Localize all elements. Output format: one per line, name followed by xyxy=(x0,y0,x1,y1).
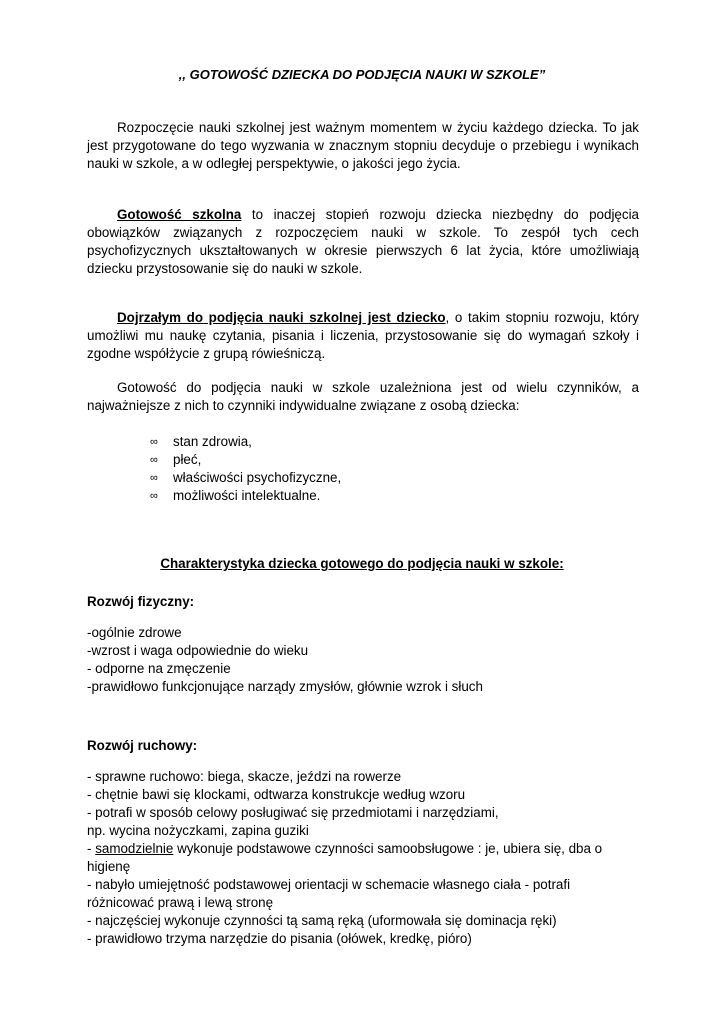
list-item: - nabyło umiejętność podstawowej orientacji w schemacie własnego ciała - potrafi xyxy=(87,877,571,892)
infinity-bullet-icon: ∞ xyxy=(150,454,158,466)
factors-list xyxy=(150,433,341,505)
list-item: ∞ właściwości psychofizyczne, xyxy=(150,470,342,485)
self-care-term: samodzielnie xyxy=(95,841,174,856)
list-item: różnicować prawą i lewą stronę xyxy=(87,895,274,910)
motor-heading: Rozwój ruchowy: xyxy=(87,738,198,753)
factors-intro-text: Gotowość do podjęcia nauki w szkole uzależniona jest od wielu czynników, a najważniejsze z nich to czynniki indywidualne związane z osobą dziecka: xyxy=(87,380,639,413)
document-title: ,, GOTOWOŚĆ DZIECKA DO PODJĘCIA NAUKI W SZKOLE” xyxy=(178,67,546,82)
factors-intro-paragraph xyxy=(87,379,639,415)
list-item: - potrafi w sposób celowy posługiwać się przedmiotami i narzędziami, xyxy=(87,805,499,820)
list-item: higienę xyxy=(87,859,131,874)
list-item: ∞ stan zdrowia, xyxy=(150,434,252,449)
infinity-bullet-icon: ∞ xyxy=(150,472,158,484)
list-item: -prawidłowo funkcjonujące narządy zmysłów, głównie wzrok i słuch xyxy=(87,679,483,694)
list-item: ∞ możliwości intelektualne. xyxy=(150,488,321,503)
definition-text: to inaczej stopień rozwoju dziecka niezbędny do podjęcia obowiązków związanych z rozpoczęciem nauki w szkole. To zespół tych cech psychofizycznych ukształtowanych w okresie pierwszych 6 lat życia, które umożliwiają dziecku przystosowanie się do nauki w szkole. xyxy=(87,207,639,276)
list-item: - odporne na zmęczenie xyxy=(87,661,231,676)
list-item: - samodzielnie wykonuje podstawowe czynności samoobsługowe : je, ubiera się, dba o xyxy=(87,841,603,856)
infinity-bullet-icon: ∞ xyxy=(150,436,158,448)
physical-heading: Rozwój fizyczny: xyxy=(87,594,195,609)
infinity-bullet-icon: ∞ xyxy=(150,490,158,502)
list-item: - najczęściej wykonuje czynności tą samą ręką (uformowała się dominacja ręki) xyxy=(87,913,557,928)
list-item: ∞ płeć, xyxy=(150,452,202,467)
list-item: -ogólnie zdrowe xyxy=(87,625,182,640)
physical-list xyxy=(87,624,647,696)
list-item: np. wycina nożyczkami, zapina guziki xyxy=(87,823,309,838)
intro-text: Rozpoczęcie nauki szkolnej jest ważnym momentem w życiu każdego dziecka. To jak jest przygotowane do tego wyzwania w znacznym stopniu decyduje o przebiegu i wynikach nauki w szkole, a w odległej perspektywie, o jakości jego życia. xyxy=(87,120,639,171)
maturity-paragraph xyxy=(87,309,639,363)
list-item: - sprawne ruchowo: biega, skacze, jeździ na rowerze xyxy=(87,769,402,784)
maturity-term: Dojrzałym do podjęcia nauki szkolnej jest dziecko xyxy=(117,310,446,325)
intro-paragraph xyxy=(87,119,639,173)
motor-list xyxy=(87,768,647,948)
section-title: Charakterystyka dziecka gotowego do podjęcia nauki w szkole: xyxy=(160,556,564,571)
list-item: - prawidłowo trzyma narzędzie do pisania (ołówek, kredkę, pióro) xyxy=(87,931,472,946)
list-item: - chętnie bawi się klockami, odtwarza konstrukcje według wzoru xyxy=(87,787,466,802)
definition-paragraph xyxy=(87,206,639,278)
definition-term: Gotowość szkolna xyxy=(117,207,242,222)
maturity-text: , o takim stopniu rozwoju, który umożliwi mu naukę czytania, pisania i liczenia, przystosowanie się do wymagań szkoły i zgodne współżycie z grupą rówieśniczą. xyxy=(87,310,639,361)
list-item: -wzrost i waga odpowiednie do wieku xyxy=(87,643,309,658)
